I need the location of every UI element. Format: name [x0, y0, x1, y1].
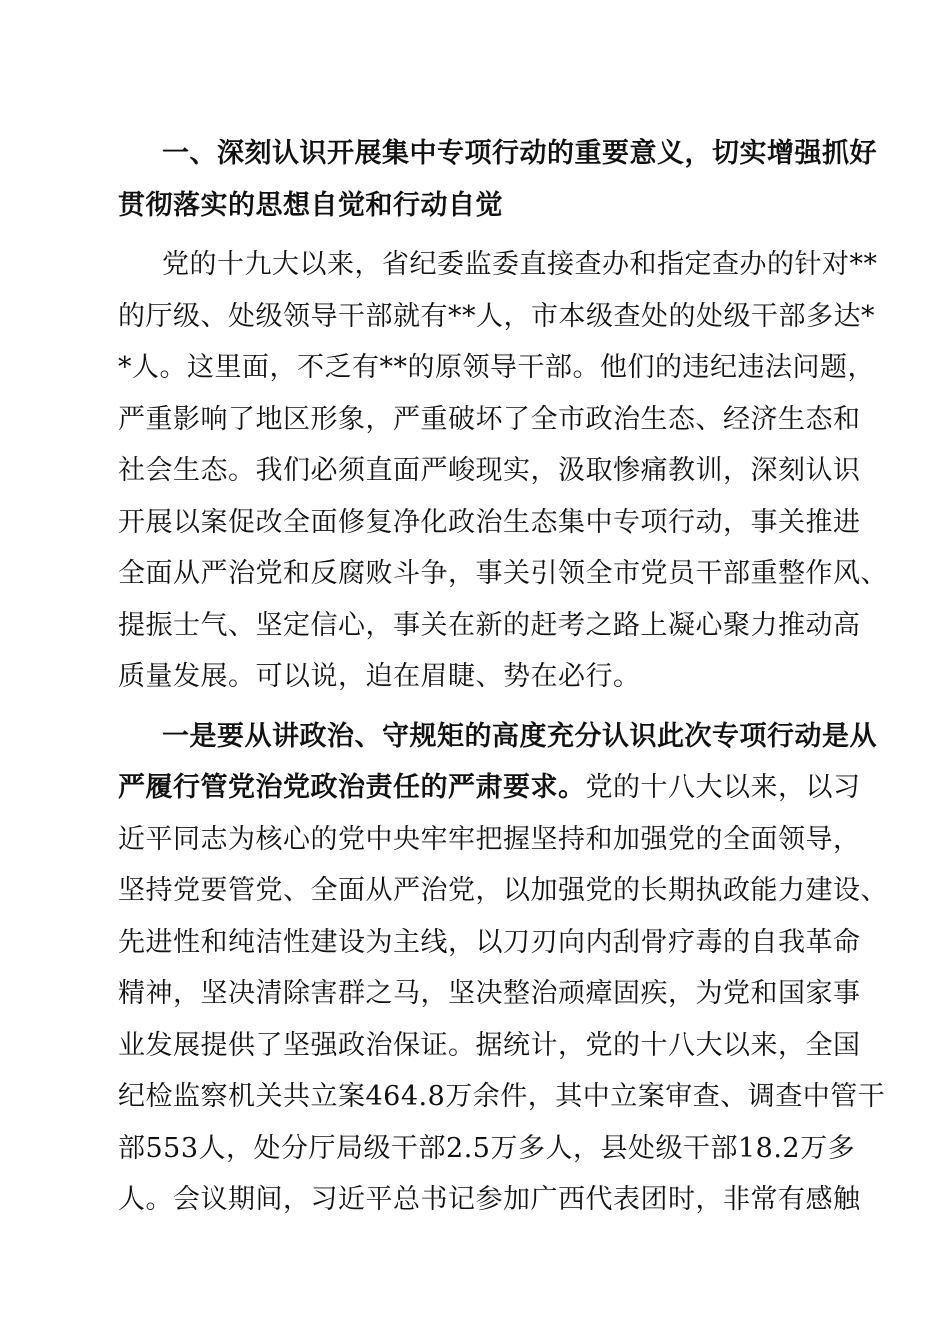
paragraph-line: 全面从严治党和反腐败斗争，事关引领全市党员干部重整作风、: [118, 558, 888, 589]
paragraph-line: 开展以案促改全面修复净化政治生态集中专项行动，事关推进: [118, 506, 861, 538]
paragraph-line: *人。这里面，不乏有**的原领导干部。他们的违纪违法问题，: [118, 352, 875, 383]
paragraph-line: 精神，坚决清除害群之马，坚决整治顽瘴固疾，为党和国家事: [118, 978, 861, 1009]
paragraph-line: 严重影响了地区形象，严重破坏了全市政治生态、经济生态和: [118, 403, 861, 435]
bold-lead-line-1: 一是要从讲政治、守规矩的高度充分认识此次专项行动是从: [162, 720, 877, 752]
paragraph-line: 提振士气、坚定信心，事关在新的赶考之路上凝心聚力推动高: [118, 609, 861, 641]
paragraph-line: 党的十九大以来，省纪委监委直接查办和指定查办的针对**: [162, 249, 878, 280]
spacer: [118, 231, 836, 239]
paragraph-line: 先进性和纯洁性建设为主线，以刀刃向内刮骨疗毒的自我革命: [118, 926, 861, 958]
line-rest: 党的十八大以来，以习: [585, 772, 861, 803]
mixed-line: [118, 762, 861, 814]
spacer: [118, 703, 836, 711]
paragraph-line: 人。会议期间，习近平总书记参加广西代表团时，非常有感触: [118, 1184, 861, 1215]
paragraph-line: 部553人，处分厅局级干部2.5万多人，县处级干部18.2万多: [118, 1132, 856, 1164]
section-heading-line-1: 一、深刻认识开展集中专项行动的重要意义，切实增强抓好: [162, 138, 877, 169]
paragraph-line: 近平同志为核心的党中央牢牢把握坚持和加强党的全面领导，: [118, 823, 861, 855]
section-heading-line-2: 贯彻落实的思想自觉和行动自觉: [118, 189, 503, 221]
bold-lead-line-2: 严履行管党治党政治责任的严肃要求。: [118, 772, 586, 803]
paragraph-1: [118, 239, 888, 703]
paragraph-line: 坚持党要管党、全面从严治党，以加强党的长期执政能力建设、: [118, 875, 888, 906]
paragraph-line: 纪检监察机关共立案464.8万余件，其中立案审查、调查中管干: [118, 1081, 886, 1112]
paragraph-line: 业发展提供了坚强政治保证。据统计，党的十八大以来，全国: [118, 1029, 861, 1061]
paragraph-2: [118, 711, 888, 1226]
paragraph-line: 质量发展。可以说，迫在眉睫、势在必行。: [118, 661, 641, 692]
document-page: [118, 128, 888, 1226]
paragraph-line: 的厅级、处级领导干部就有**人，市本级查处的处级干部多达*: [118, 300, 875, 332]
paragraph-line: 社会生态。我们必须直面严峻现实，汲取惨痛教训，深刻认识: [118, 455, 861, 486]
